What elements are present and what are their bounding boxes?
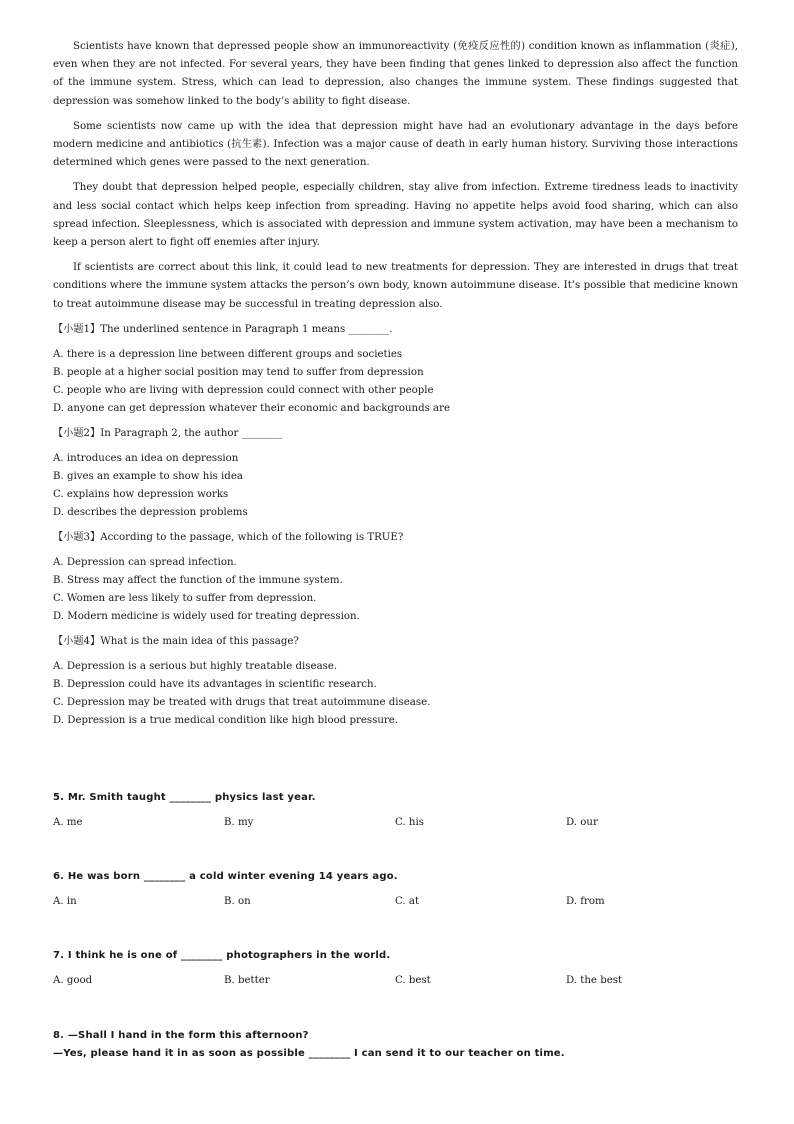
option-c: C. at	[395, 896, 420, 907]
options-row	[53, 815, 753, 831]
option-a: A. there is a depression line between different groups and societies	[53, 348, 403, 360]
option-c: C. Women are less likely to suffer from depression.	[53, 592, 317, 604]
option-a: A. me	[53, 817, 83, 828]
question-stem-line-2: —Yes, please hand it in as soon as possible ________ I can send it to our teacher on time.	[53, 1048, 565, 1059]
option-c: C. Depression may be treated with drugs that treat autoimmune disease.	[53, 696, 431, 708]
option-a: A. Depression is a serious but highly treatable disease.	[53, 660, 338, 672]
option-c: C. explains how depression works	[53, 488, 229, 500]
question-stem: 6. He was born ________ a cold winter evening 14 years ago.	[53, 871, 398, 882]
question-stem: 7. I think he is one of ________ photographers in the world.	[53, 950, 391, 961]
option-d: D. the best	[566, 975, 623, 986]
option-c: C. his	[395, 817, 424, 828]
options-row	[53, 894, 753, 910]
sub-question-1	[53, 321, 738, 418]
option-d: D. Depression is a true medical condition like high blood pressure.	[53, 714, 399, 726]
option-a: A. in	[53, 896, 77, 907]
passage-paragraph-3: They doubt that depression helped people, especially children, stay alive from infection. Extreme tiredness leads to inactivity and less social contact which helps keep infection from spreading. Having no appetite helps avoid food sharing, which can also spread infection. Sleeplessness, which is associated with depression and immune system activation, may have been a mechanism to keep a person alert to fight off enemies after injury.	[53, 182, 738, 249]
sub-question-4	[53, 633, 738, 730]
sub-question-2	[53, 425, 738, 522]
option-b: B. people at a higher social position may tend to suffer from depression	[53, 366, 424, 378]
option-a: A. introduces an idea on depression	[53, 452, 239, 464]
option-d: D. from	[566, 896, 605, 907]
passage-paragraph-4: If scientists are correct about this link, it could lead to new treatments for depression. They are interested in drugs that treat conditions where the immune system attacks the person’s own body, known autoimmune disease. It’s possible that medicine known to treat autoimmune disease may be successful in treating depression also.	[53, 262, 738, 310]
option-c: C. people who are living with depression could connect with other people	[53, 384, 434, 396]
question-stem: 5. Mr. Smith taught ________ physics last year.	[53, 792, 316, 803]
question-8	[53, 1027, 753, 1063]
option-d: D. describes the depression problems	[53, 506, 248, 518]
option-b: B. on	[224, 896, 251, 907]
options-row	[53, 973, 753, 989]
passage-paragraph-1: Scientists have known that depressed people show an immunoreactivity (免疫反应性的) condition known as inflammation (炎症), even when they are not infected. For several years, they have been finding that genes linked to depression also affect the function of the immune system. Stress, which can lead to depression, also changes the immune system. These findings suggested that depression was somehow linked to the body’s ability to fight disease.	[53, 41, 738, 107]
question-stem: 【小题3】According to the passage, which of the following is TRUE?	[53, 531, 404, 543]
reading-section	[53, 38, 738, 737]
option-d: D. Modern medicine is widely used for treating depression.	[53, 610, 360, 622]
option-c: C. best	[395, 975, 431, 986]
question-5	[53, 789, 753, 831]
question-stem: 【小题1】The underlined sentence in Paragraph 1 means ________.	[53, 323, 393, 335]
option-b: B. Stress may affect the function of the immune system.	[53, 574, 343, 586]
option-a: A. Depression can spread infection.	[53, 556, 237, 568]
sub-question-3	[53, 529, 738, 626]
question-stem-line-1: 8. —Shall I hand in the form this afternoon?	[53, 1030, 309, 1041]
passage-paragraph-2: Some scientists now came up with the idea that depression might have had an evolutionary advantage in the days before modern medicine and antibiotics (抗生素). Infection was a major cause of death in early human history. Surviving those interactions determined which genes were passed to the next generation.	[53, 120, 738, 169]
option-b: B. Depression could have its advantages in scientific research.	[53, 678, 377, 690]
question-stem: 【小题4】What is the main idea of this passage?	[53, 635, 299, 647]
question-7	[53, 947, 753, 989]
option-b: B. my	[224, 817, 254, 828]
option-a: A. good	[53, 975, 93, 986]
option-b: B. better	[224, 975, 270, 986]
option-d: D. our	[566, 817, 598, 828]
question-6	[53, 868, 753, 910]
option-d: D. anyone can get depression whatever their economic and backgrounds are	[53, 402, 451, 414]
option-b: B. gives an example to show his idea	[53, 470, 243, 482]
question-stem: 【小题2】In Paragraph 2, the author ________	[53, 427, 283, 439]
